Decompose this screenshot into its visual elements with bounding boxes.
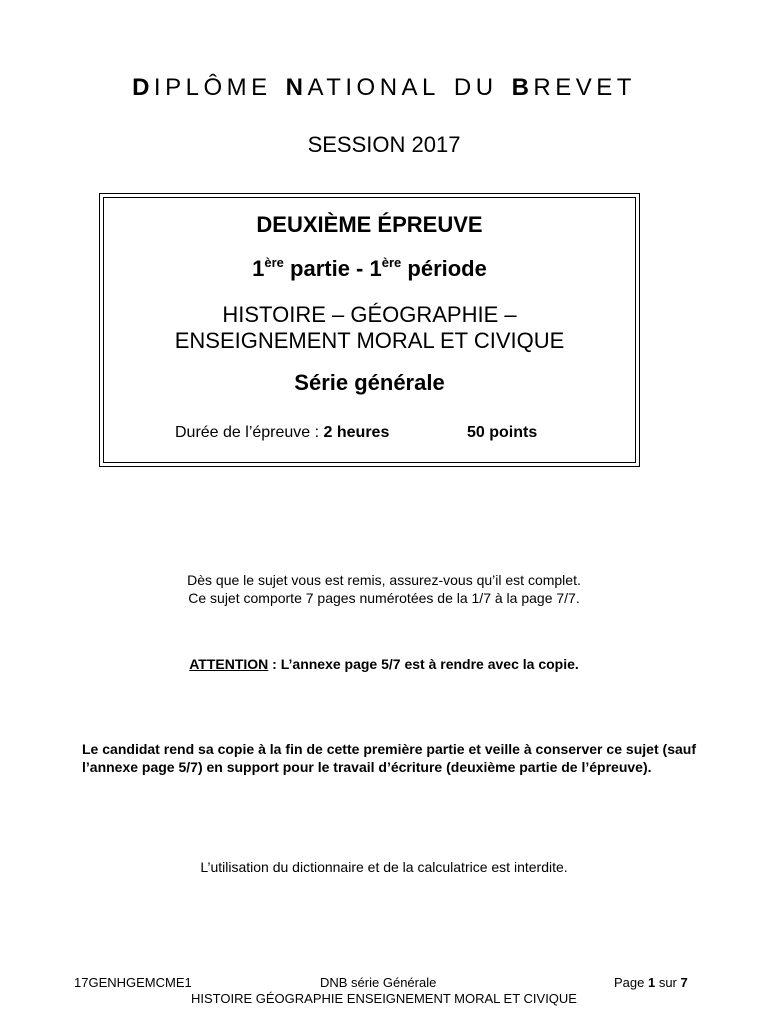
attention-notice: ATTENTION : L’annexe page 5/7 est à rendre avec la copie. xyxy=(189,656,579,672)
title-word-national: NATIONAL xyxy=(285,74,440,101)
session-year: SESSION 2017 xyxy=(307,132,461,157)
attention-label: ATTENTION xyxy=(189,656,269,672)
notice-pages: Ce sujet comporte 7 pages numérotées de la 1/7 à la page 7/7. xyxy=(188,590,580,606)
subject-line-1: HISTOIRE – GÉOGRAPHIE – xyxy=(222,302,517,327)
candidat-instructions: Le candidat rend sa copie à la fin de cette première partie et veille à conserver ce sujet (sauf l’annexe page 5/7) en support pour le travail d’écriture (deuxième partie de l’épreuve). xyxy=(82,741,696,775)
footer-exam-code: 17GENHGEMCME1 xyxy=(74,975,192,990)
footer-matiere: HISTOIRE GÉOGRAPHIE ENSEIGNEMENT MORAL ET CIVIQUE xyxy=(191,991,577,1006)
footer-page-number: Page 1 sur 7 xyxy=(614,975,688,990)
epreuve-title: DEUXIÈME ÉPREUVE xyxy=(256,212,483,237)
partie-periode: 1ère partie - 1ère période xyxy=(252,255,487,281)
duree-epreuve: Durée de l’épreuve : 2 heures xyxy=(175,424,390,441)
points-total: 50 points xyxy=(467,424,538,441)
subject-line-2: ENSEIGNEMENT MORAL ET CIVIQUE xyxy=(174,328,565,353)
dictionnaire-notice: L’utilisation du dictionnaire et de la calculatrice est interdite. xyxy=(200,859,568,875)
notice-complet: Dès que le sujet vous est remis, assurez-vous qu’il est complet. xyxy=(187,572,581,588)
title-word-brevet: BREVET xyxy=(511,74,636,101)
page-title xyxy=(0,74,768,102)
title-word-diplome: DIPLÔME xyxy=(132,74,272,101)
serie-label: Série générale xyxy=(294,370,445,395)
title-word-du: DU xyxy=(453,74,498,101)
footer-serie: DNB série Générale xyxy=(320,975,437,990)
